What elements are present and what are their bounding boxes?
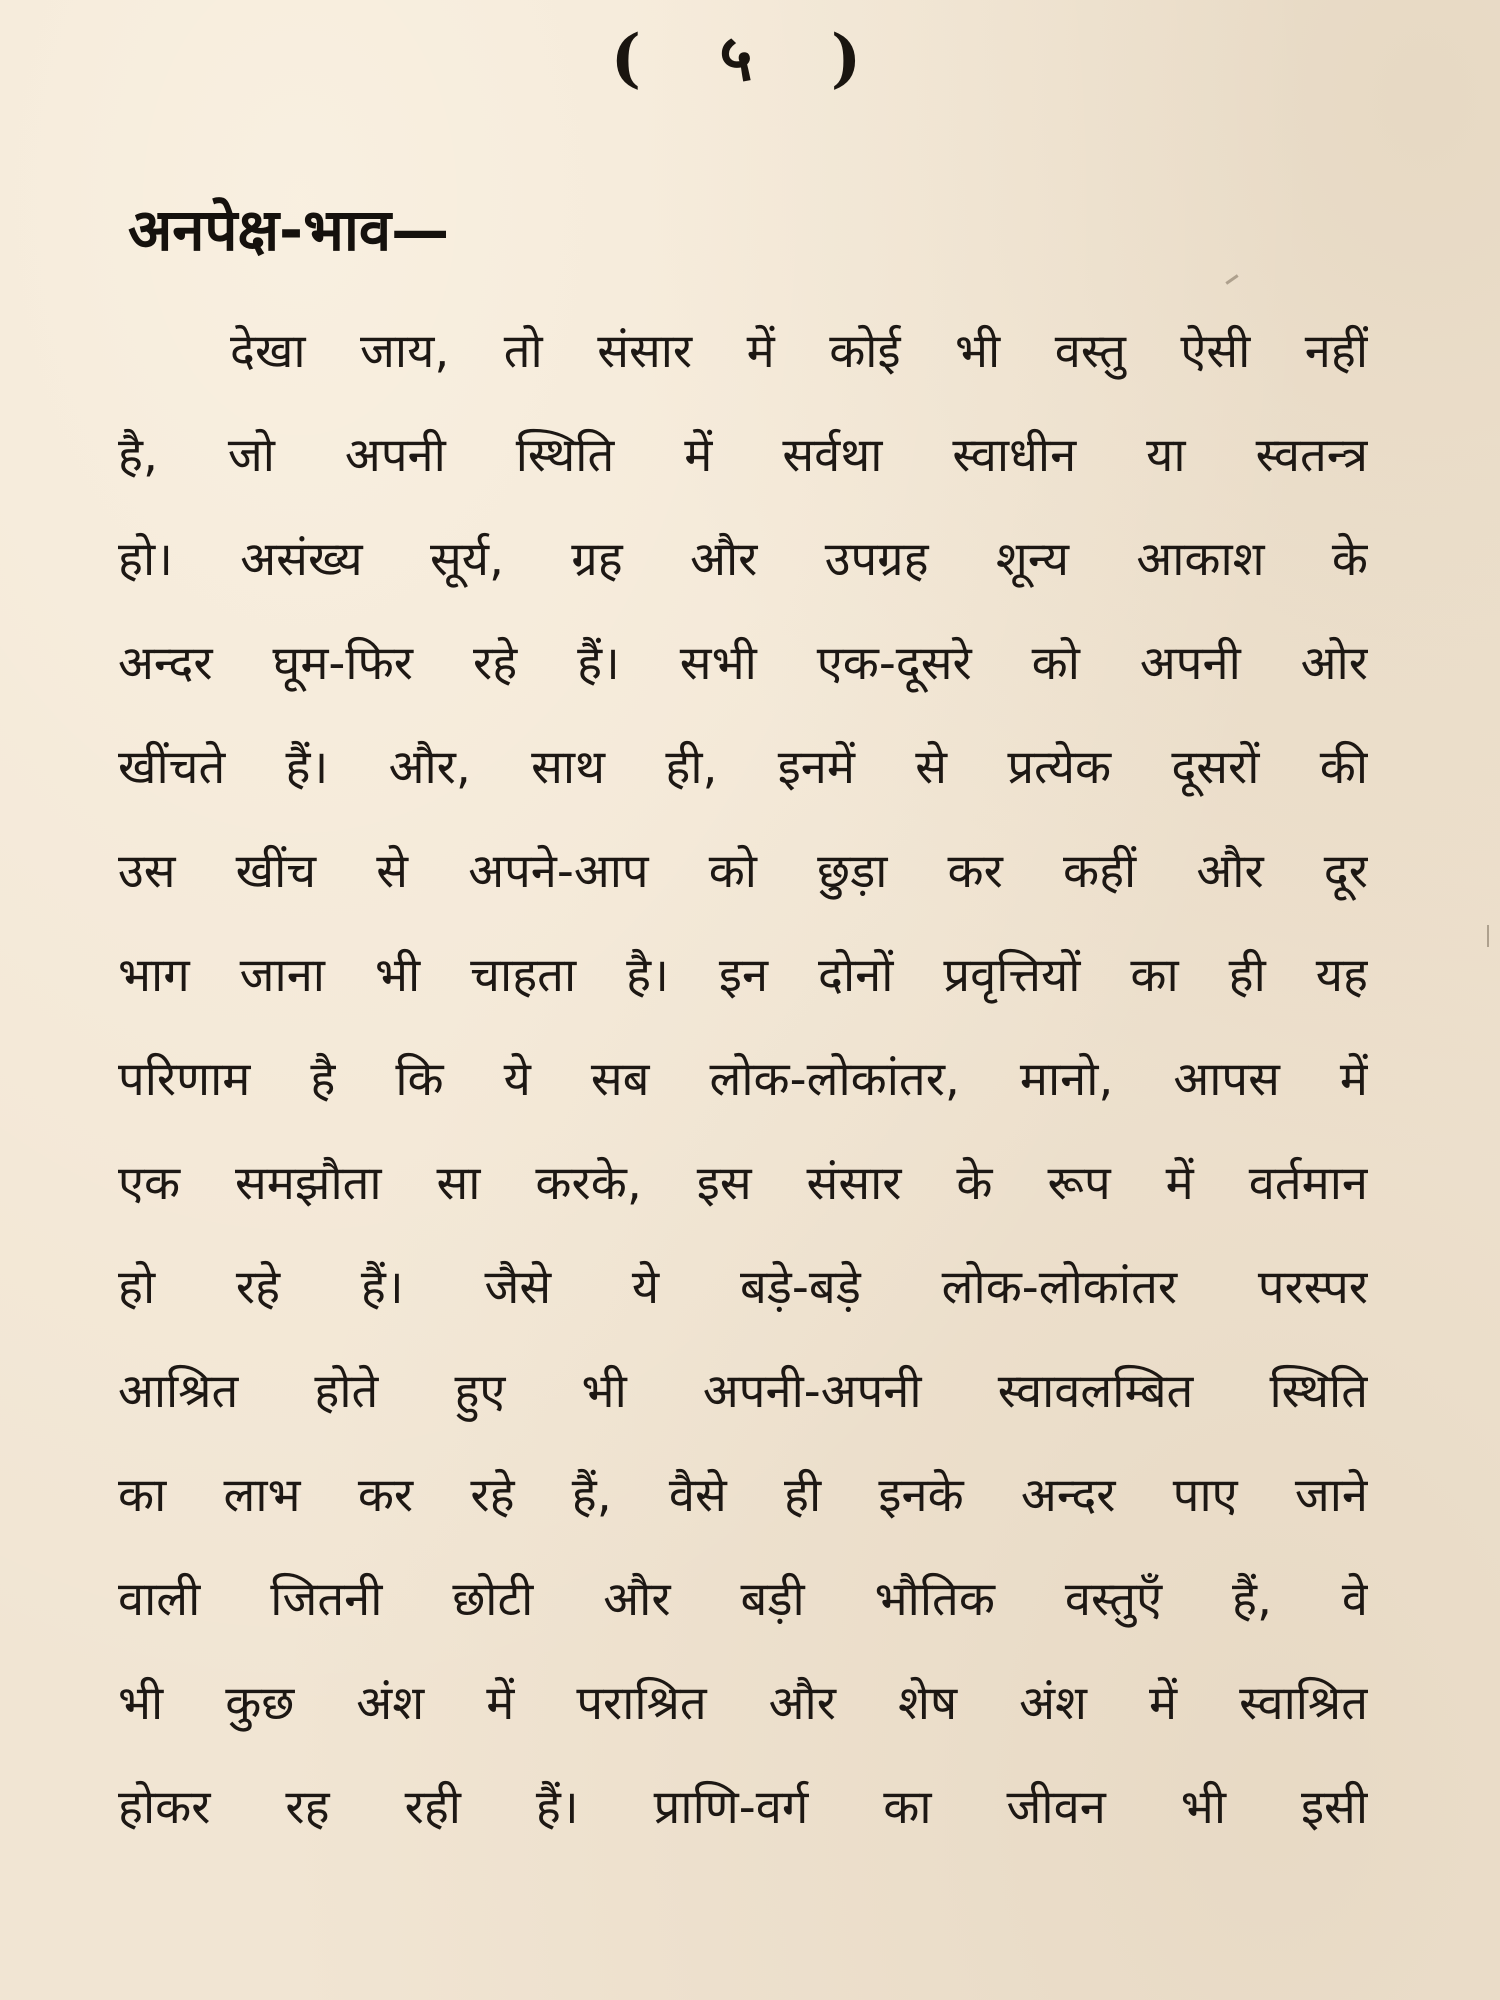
text-line: अन्दर घूम-फिर रहे हैं। सभी एक-दूसरे को अपनी ओर xyxy=(118,636,1368,691)
text-line: होकर रह रही हैं। प्राणि-वर्ग का जीवन भी इसी xyxy=(118,1780,1368,1835)
text-line: देखा जाय, तो संसार में कोई भी वस्तु ऐसी नहीं xyxy=(230,324,1368,379)
text-line: एक समझौता सा करके, इस संसार के रूप में वर्तमान xyxy=(118,1156,1368,1211)
text-line: खींचते हैं। और, साथ ही, इनमें से प्रत्येक दूसरों की xyxy=(118,740,1368,795)
text-line: उस खींच से अपने-आप को छुड़ा कर कहीं और दूर xyxy=(118,844,1368,899)
section-heading: अनपेक्ष-भाव— xyxy=(128,196,450,264)
text-line: हो रहे हैं। जैसे ये बड़े-बड़े लोक-लोकांतर परस्पर xyxy=(118,1260,1368,1315)
paper-speck xyxy=(1487,925,1489,947)
text-line: भाग जाना भी चाहता है। इन दोनों प्रवृत्तियों का ही यह xyxy=(118,948,1368,1003)
text-line: है, जो अपनी स्थिति में सर्वथा स्वाधीन या स्वतन्त्र xyxy=(118,428,1368,483)
page-number: ( ५ ) xyxy=(610,21,890,96)
paper-speck xyxy=(1225,274,1238,284)
text-line: आश्रित होते हुए भी अपनी-अपनी स्वावलम्बित स्थिति xyxy=(118,1364,1368,1419)
text-line: का लाभ कर रहे हैं, वैसे ही इनके अन्दर पाए जाने xyxy=(118,1468,1368,1523)
text-line: भी कुछ अंश में पराश्रित और शेष अंश में स्वाश्रित xyxy=(118,1676,1368,1731)
body-paragraph xyxy=(118,300,1368,1860)
text-line: परिणाम है कि ये सब लोक-लोकांतर, मानो, आपस में xyxy=(118,1052,1368,1107)
text-line: वाली जितनी छोटी और बड़ी भौतिक वस्तुएँ हैं, वे xyxy=(118,1572,1368,1627)
text-line: हो। असंख्य सूर्य, ग्रह और उपग्रह शून्य आकाश के xyxy=(118,532,1368,587)
